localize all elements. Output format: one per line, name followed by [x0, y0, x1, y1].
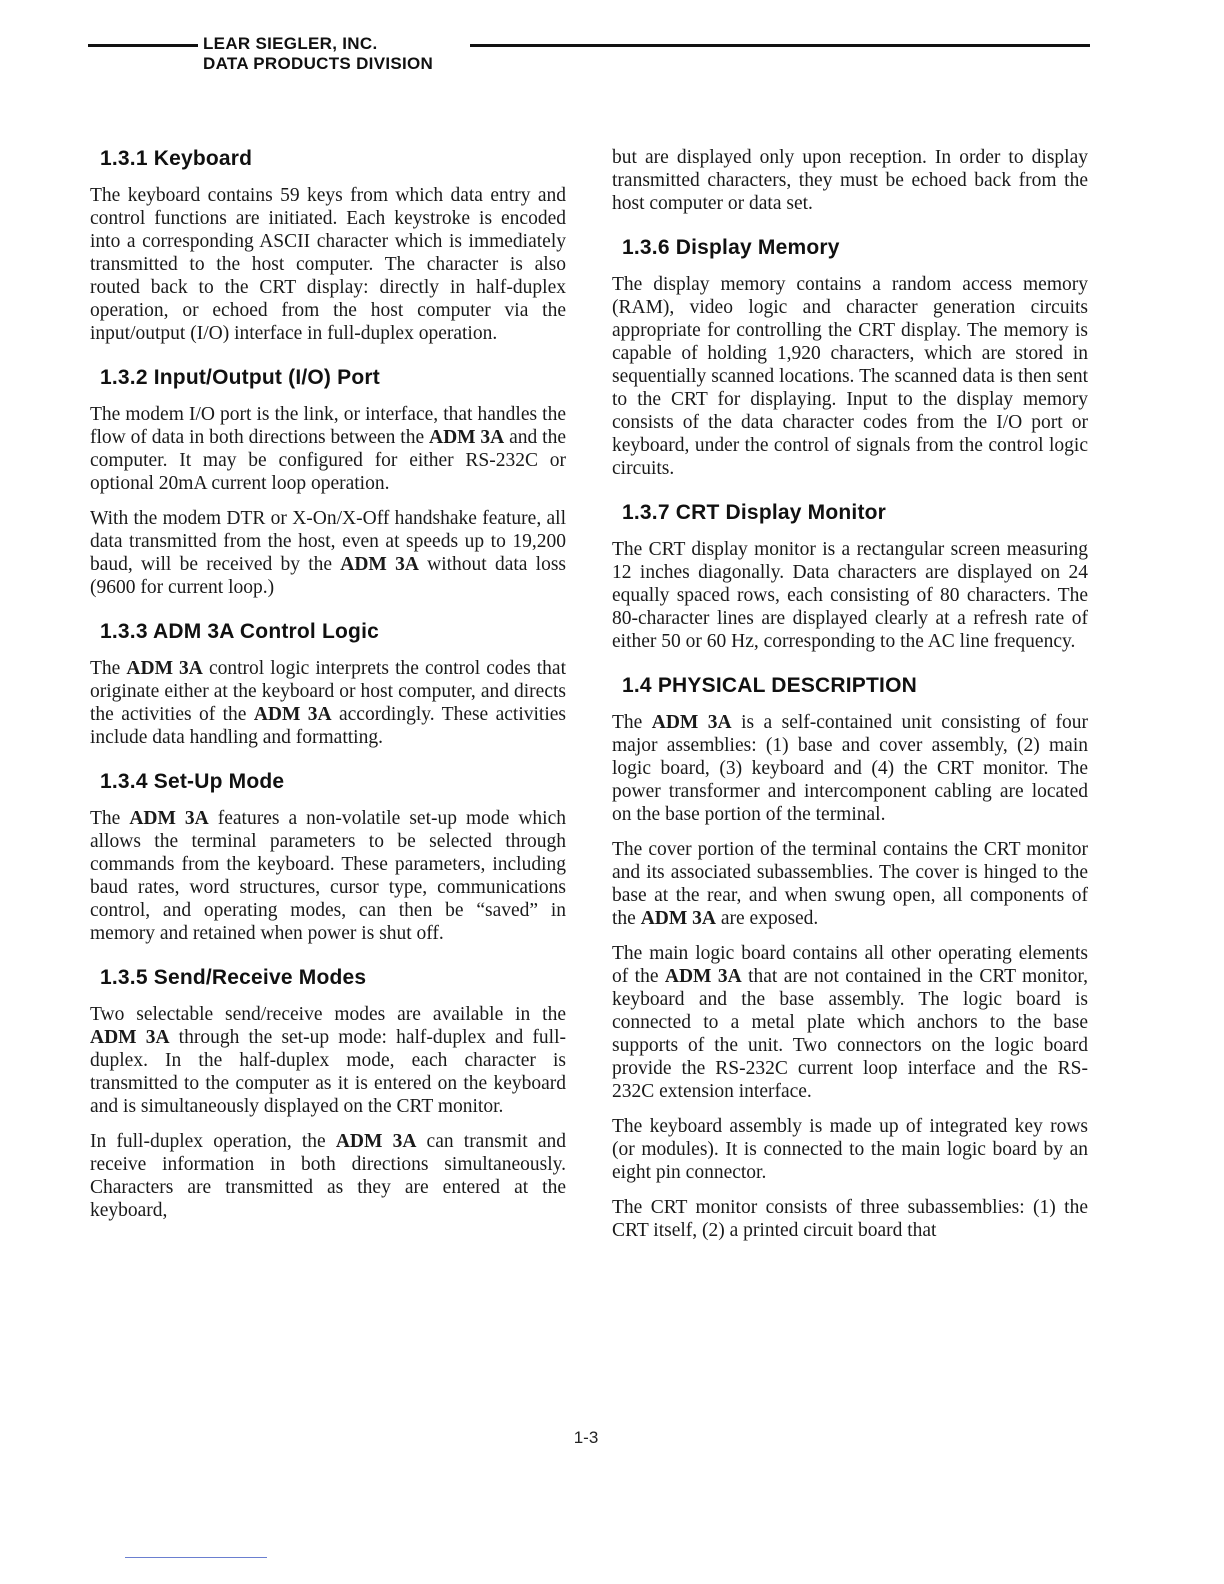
text-run: that are not contained in the CRT monitor, keyboard and the base assembly. The logic board is connected to a metal plate which anchors to the base supports of the unit. Two connectors on the logic board provide the RS-232C current loop interface and the RS-232C extension interface.	[612, 966, 1088, 1102]
text-run: features a non-volatile set-up mode which allows the terminal parameters to be selected through commands from the keyboard. These parameters, including baud rates, word structures, cursor type, communications control, and operating modes, can then be “saved” in memory and retained when power is shut off.	[90, 808, 566, 944]
company-name	[203, 34, 433, 74]
company-line-2: DATA PRODUCTS DIVISION	[203, 54, 434, 73]
product-name: ADM 3A	[253, 704, 332, 725]
product-name: ADM 3A	[335, 1131, 417, 1152]
section-1-3-3	[90, 619, 566, 749]
text-run: Two selectable send/receive modes are available in the	[90, 1004, 566, 1025]
text-run: are exposed.	[715, 908, 819, 929]
paragraph	[612, 711, 1088, 826]
product-name: ADM 3A	[428, 427, 505, 448]
paragraph: The display memory contains a random access memory (RAM), video logic and character generation circuits appropriate for controlling the CRT display. The memory is capable of holding 1,920 characters, which are stored in sequentially scanned locations. The scanned data is then sent to the CRT for displaying. Input to the display memory consists of the data character codes from the I/O port or keyboard, under the control of signals from the control logic circuits.	[612, 274, 1088, 479]
section-title-keyboard: 1.3.1 Keyboard	[100, 147, 253, 170]
product-name: ADM 3A	[664, 966, 742, 987]
section-1-3-1	[90, 146, 566, 345]
right-column	[612, 146, 1088, 1262]
page-number: 1-3	[573, 1428, 599, 1447]
product-name: ADM 3A	[126, 658, 203, 679]
paragraph	[90, 507, 566, 599]
paragraph: The CRT display monitor is a rectangular screen measuring 12 inches diagonally. Data characters are displayed on 24 equally spaced rows, each consisting of 80 characters. The 80-character lines are displayed clearly at a refresh rate of either 50 or 60 Hz, corresponding to the AC line frequency.	[612, 539, 1088, 652]
text-run: accordingly. These activities include data handling and formatting.	[90, 704, 566, 748]
header-rule-right	[470, 44, 1090, 47]
section-title-control-logic: 1.3.3 ADM 3A Control Logic	[100, 620, 379, 643]
text-run: through the set-up mode: half-duplex and full-duplex. In the half-duplex mode, each character is transmitted to the computer as it is entered on the keyboard and is simultaneously displayed on the CRT monitor.	[90, 1027, 566, 1117]
text-run: The modem I/O port is the link, or interface, that handles the flow of data in both directions between the	[90, 404, 566, 448]
section-title-setup-mode: 1.3.4 Set-Up Mode	[100, 770, 285, 793]
footer-rule	[125, 1557, 267, 1558]
paragraph: The keyboard contains 59 keys from which data entry and control functions are initiated. Each keystroke is encoded into a corresponding ASCII character which is immediately transmitted to the host computer. The character is also routed back to the CRT display: directly in half-duplex operation, or echoed from the host computer via the input/output (I/O) interface in full-duplex operation.	[90, 185, 566, 344]
paragraph: but are displayed only upon reception. In order to display transmitted characters, they must be echoed back from the host computer or data set.	[612, 147, 1088, 214]
paragraph	[90, 1130, 566, 1222]
section-title-display-memory: 1.3.6 Display Memory	[622, 236, 840, 259]
text-run: and the computer. It may be configured for either RS-232C or optional 20mA current loop operation.	[90, 427, 566, 494]
page-header	[88, 34, 1092, 74]
paragraph	[612, 942, 1088, 1103]
text-run: The	[90, 808, 130, 829]
text-run: The cover portion of the terminal contains the CRT monitor and its associated subassemblies. The cover is hinged to the base at the rear, and when swung open, all components of the	[612, 839, 1088, 929]
text-run: The main logic board contains all other operating elements of the	[612, 943, 1088, 987]
product-name: ADM 3A	[651, 712, 732, 733]
section-1-4	[612, 673, 1088, 1242]
text-run: The	[90, 658, 127, 679]
section-1-3-5	[90, 965, 566, 1222]
text-run: control logic interprets the control codes that originate either at the keyboard or host computer, and directs the activities of the	[90, 658, 566, 725]
section-1-3-4	[90, 769, 566, 945]
paragraph: The keyboard assembly is made up of integrated key rows (or modules). It is connected to the main logic board by an eight pin connector.	[612, 1116, 1088, 1183]
text-run: can transmit and receive information in both directions simultaneously. Characters are transmitted as they are entered at the keyboard,	[90, 1131, 566, 1221]
company-line-1: LEAR SIEGLER, INC.	[203, 34, 378, 53]
paragraph	[90, 807, 566, 945]
section-title-crt-monitor: 1.3.7 CRT Display Monitor	[622, 501, 887, 524]
product-name: ADM 3A	[340, 554, 419, 575]
section-title-send-receive: 1.3.5 Send/Receive Modes	[100, 966, 367, 989]
text-run: With the modem DTR or X-On/X-Off handshake feature, all data transmitted from the host, even at speeds up to 19,200 baud, will be received by the	[90, 508, 566, 575]
text-run: is a self-contained unit consisting of four major assemblies: (1) base and cover assembly, (2) main logic board, (3) keyboard and (4) the CRT monitor. The power transformer and intercomponent cabling are located on the base portion of the terminal.	[612, 712, 1088, 825]
paragraph: The CRT monitor consists of three subassemblies: (1) the CRT itself, (2) a printed circuit board that	[612, 1197, 1088, 1241]
section-1-3-2	[90, 365, 566, 599]
product-name: ADM 3A	[90, 1027, 170, 1048]
left-column	[90, 146, 566, 1242]
header-rule-left	[88, 44, 198, 47]
section-title-io-port: 1.3.2 Input/Output (I/O) Port	[100, 366, 380, 389]
text-run: without data loss (9600 for current loop.)	[90, 554, 567, 598]
text-run: In full-duplex operation, the	[90, 1131, 336, 1152]
paragraph	[90, 403, 566, 495]
text-run: The	[612, 712, 652, 733]
section-1-3-7	[612, 500, 1088, 653]
product-name: ADM 3A	[129, 808, 209, 829]
paragraph	[90, 1003, 566, 1118]
section-1-3-6	[612, 235, 1088, 480]
paragraph	[612, 838, 1088, 930]
product-name: ADM 3A	[640, 908, 716, 929]
section-1-3-5-continued	[612, 146, 1088, 215]
section-title-physical-description: 1.4 PHYSICAL DESCRIPTION	[622, 674, 917, 697]
paragraph	[90, 657, 566, 749]
